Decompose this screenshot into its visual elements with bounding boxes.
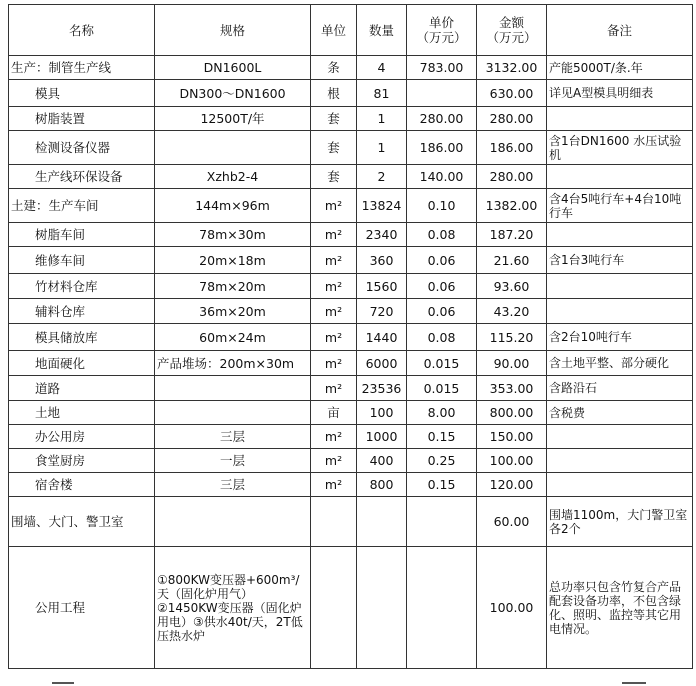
cell-name: 办公用房 <box>9 425 155 449</box>
cell-name: 检测设备仪器 <box>9 131 155 165</box>
cell-price: 0.15 <box>407 425 477 449</box>
cell-unit: 套 <box>311 165 357 189</box>
cell-price: 0.10 <box>407 189 477 223</box>
table-row <box>9 473 693 497</box>
cell-unit: 根 <box>311 80 357 107</box>
cell-unit: m² <box>311 351 357 376</box>
budget-table <box>8 4 693 669</box>
cell-unit <box>311 497 357 547</box>
cell-amount: 93.60 <box>477 274 547 299</box>
cell-name: 土地 <box>9 401 155 425</box>
cell-note <box>547 299 693 324</box>
cell-spec: Xzhb2-4 <box>155 165 311 189</box>
cell-spec <box>155 376 311 401</box>
cell-qty <box>357 497 407 547</box>
cell-unit: 套 <box>311 131 357 165</box>
table-row <box>9 425 693 449</box>
cell-note: 总功率只包含竹复合产品配套设备功率，不包含绿化、照明、监控等其它用电情况。 <box>547 547 693 669</box>
table-row <box>9 324 693 351</box>
cell-qty: 13824 <box>357 189 407 223</box>
cell-unit <box>311 547 357 669</box>
cell-note: 含4台5吨行车+4台10吨行车 <box>547 189 693 223</box>
cell-note <box>547 165 693 189</box>
table-row <box>9 80 693 107</box>
cell-price: 0.15 <box>407 473 477 497</box>
cell-unit: m² <box>311 449 357 473</box>
cell-qty: 1 <box>357 107 407 131</box>
cell-price: 0.08 <box>407 223 477 247</box>
header-name: 名称 <box>9 5 155 56</box>
cell-qty: 6000 <box>357 351 407 376</box>
cell-price <box>407 497 477 547</box>
cell-qty: 1560 <box>357 274 407 299</box>
cell-amount: 60.00 <box>477 497 547 547</box>
cell-note: 含1台3吨行车 <box>547 247 693 274</box>
header-price-line2: （万元） <box>416 30 467 45</box>
cell-spec: 20m×18m <box>155 247 311 274</box>
cell-price: 0.25 <box>407 449 477 473</box>
cell-unit: m² <box>311 223 357 247</box>
cell-name: 食堂厨房 <box>9 449 155 473</box>
cell-name: 公用工程 <box>9 547 155 669</box>
cell-note: 含1台DN1600 水压试验机 <box>547 131 693 165</box>
cell-price: 186.00 <box>407 131 477 165</box>
cell-name: 树脂装置 <box>9 107 155 131</box>
cell-name: 生产：制管生产线 <box>9 56 155 80</box>
cell-spec: ①800KW变压器+600m³/天（固化炉用气）②1450KW变压器（固化炉用电）③供水40t/天，2T低压热水炉 <box>155 547 311 669</box>
cell-spec: 144m×96m <box>155 189 311 223</box>
cell-amount: 280.00 <box>477 107 547 131</box>
cell-price: 280.00 <box>407 107 477 131</box>
cell-spec: DN300～DN1600 <box>155 80 311 107</box>
cell-spec: 78m×20m <box>155 274 311 299</box>
table-row <box>9 107 693 131</box>
cell-amount: 630.00 <box>477 80 547 107</box>
cell-note <box>547 449 693 473</box>
cell-note <box>547 223 693 247</box>
table-row <box>9 223 693 247</box>
table-row <box>9 351 693 376</box>
cell-spec: 12500T/年 <box>155 107 311 131</box>
cell-spec: 78m×30m <box>155 223 311 247</box>
cell-amount: 115.20 <box>477 324 547 351</box>
cell-name: 竹材料仓库 <box>9 274 155 299</box>
cell-qty: 1 <box>357 131 407 165</box>
cell-amount: 21.60 <box>477 247 547 274</box>
cell-unit: 条 <box>311 56 357 80</box>
table-row <box>9 449 693 473</box>
header-unit: 单位 <box>311 5 357 56</box>
cell-price: 0.08 <box>407 324 477 351</box>
cell-note: 产能5000T/条.年 <box>547 56 693 80</box>
table-row <box>9 401 693 425</box>
cell-note <box>547 425 693 449</box>
header-spec: 规格 <box>155 5 311 56</box>
cell-price: 8.00 <box>407 401 477 425</box>
cell-spec <box>155 497 311 547</box>
cell-spec: 一层 <box>155 449 311 473</box>
cell-note: 含土地平整、部分硬化 <box>547 351 693 376</box>
cell-unit: m² <box>311 247 357 274</box>
cell-spec: 三层 <box>155 425 311 449</box>
cell-name: 道路 <box>9 376 155 401</box>
cell-spec: DN1600L <box>155 56 311 80</box>
header-qty: 数量 <box>357 5 407 56</box>
header-amount-line2: （万元） <box>486 30 537 45</box>
cell-price: 0.015 <box>407 351 477 376</box>
cell-amount: 1382.00 <box>477 189 547 223</box>
table-row <box>9 376 693 401</box>
cell-qty: 360 <box>357 247 407 274</box>
cell-spec: 三层 <box>155 473 311 497</box>
cell-price: 140.00 <box>407 165 477 189</box>
cell-name: 宿舍楼 <box>9 473 155 497</box>
cell-unit: m² <box>311 274 357 299</box>
header-amount-line1: 金额 <box>498 15 524 30</box>
cell-unit: m² <box>311 299 357 324</box>
table-row <box>9 547 693 669</box>
table-row <box>9 131 693 165</box>
cell-amount: 800.00 <box>477 401 547 425</box>
table-row <box>9 497 693 547</box>
cell-name: 土建：生产车间 <box>9 189 155 223</box>
cell-amount: 100.00 <box>477 449 547 473</box>
cell-name: 模具 <box>9 80 155 107</box>
cell-qty: 100 <box>357 401 407 425</box>
cell-qty: 81 <box>357 80 407 107</box>
cell-note: 含税费 <box>547 401 693 425</box>
cell-price: 0.06 <box>407 299 477 324</box>
table-row <box>9 274 693 299</box>
cell-note: 含路沿石 <box>547 376 693 401</box>
cell-name: 生产线环保设备 <box>9 165 155 189</box>
header-row <box>9 5 693 56</box>
cell-qty <box>357 547 407 669</box>
cell-spec <box>155 131 311 165</box>
cell-note: 围墙1100m，大门警卫室各2个 <box>547 497 693 547</box>
cell-unit: 套 <box>311 107 357 131</box>
cell-unit: m² <box>311 324 357 351</box>
header-price-line1: 单价 <box>428 15 454 30</box>
cell-price: 0.015 <box>407 376 477 401</box>
cell-note: 含2台10吨行车 <box>547 324 693 351</box>
cell-qty: 720 <box>357 299 407 324</box>
cell-unit: m² <box>311 425 357 449</box>
table-row <box>9 189 693 223</box>
cell-name: 围墙、大门、警卫室 <box>9 497 155 547</box>
cell-qty: 1000 <box>357 425 407 449</box>
cell-note <box>547 473 693 497</box>
cell-price <box>407 80 477 107</box>
header-note: 备注 <box>547 5 693 56</box>
cell-amount: 186.00 <box>477 131 547 165</box>
cell-note: 详见A型模具明细表 <box>547 80 693 107</box>
cell-unit: 亩 <box>311 401 357 425</box>
cell-spec: 产品堆场：200m×30m <box>155 351 311 376</box>
cell-qty: 1440 <box>357 324 407 351</box>
cell-amount: 43.20 <box>477 299 547 324</box>
cell-amount: 280.00 <box>477 165 547 189</box>
cell-name: 树脂车间 <box>9 223 155 247</box>
cell-unit: m² <box>311 376 357 401</box>
table-row <box>9 56 693 80</box>
footer-mark-left <box>52 682 74 684</box>
cell-name: 维修车间 <box>9 247 155 274</box>
cell-amount: 100.00 <box>477 547 547 669</box>
cell-qty: 2340 <box>357 223 407 247</box>
cell-qty: 23536 <box>357 376 407 401</box>
cell-amount: 187.20 <box>477 223 547 247</box>
cell-amount: 150.00 <box>477 425 547 449</box>
cell-qty: 2 <box>357 165 407 189</box>
table-row <box>9 247 693 274</box>
cell-note <box>547 107 693 131</box>
header-amount <box>477 5 547 56</box>
cell-qty: 4 <box>357 56 407 80</box>
table-row <box>9 165 693 189</box>
cell-note <box>547 274 693 299</box>
cell-amount: 3132.00 <box>477 56 547 80</box>
cell-price <box>407 547 477 669</box>
cell-amount: 120.00 <box>477 473 547 497</box>
cell-name: 地面硬化 <box>9 351 155 376</box>
cell-unit: m² <box>311 189 357 223</box>
cell-qty: 800 <box>357 473 407 497</box>
cell-spec <box>155 401 311 425</box>
cell-name: 模具储放库 <box>9 324 155 351</box>
cell-amount: 353.00 <box>477 376 547 401</box>
footer-mark-right <box>622 682 646 684</box>
header-price <box>407 5 477 56</box>
table-row <box>9 299 693 324</box>
cell-price: 0.06 <box>407 247 477 274</box>
cell-unit: m² <box>311 473 357 497</box>
cell-spec: 36m×20m <box>155 299 311 324</box>
cell-price: 783.00 <box>407 56 477 80</box>
cell-price: 0.06 <box>407 274 477 299</box>
cell-qty: 400 <box>357 449 407 473</box>
cell-name: 辅料仓库 <box>9 299 155 324</box>
cell-amount: 90.00 <box>477 351 547 376</box>
cell-spec: 60m×24m <box>155 324 311 351</box>
